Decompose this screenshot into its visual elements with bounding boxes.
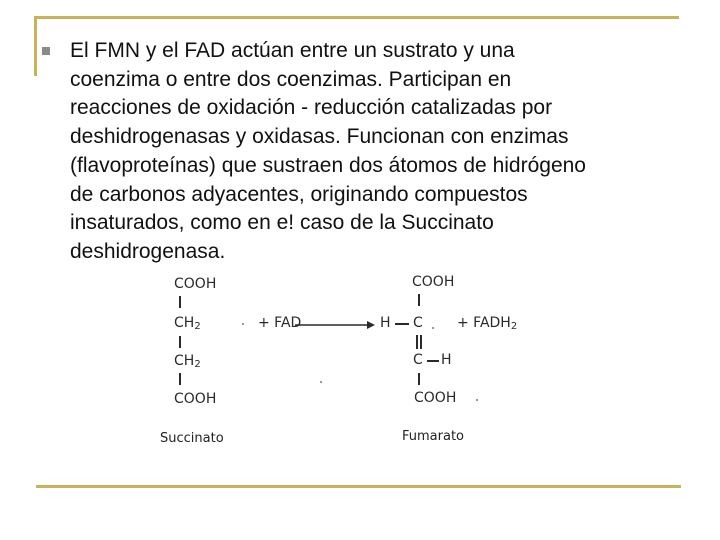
- body-line: reacciones de oxidación - reducción catalizadas por: [70, 96, 553, 120]
- succinato-cooh-top: COOH: [174, 276, 217, 292]
- fumarato-h-right: H: [441, 352, 452, 368]
- bond-line: [395, 323, 409, 325]
- bond-line: [179, 373, 181, 385]
- reagent-fad: + FAD: [258, 315, 302, 331]
- fumarato-cooh-top: COOH: [412, 274, 455, 290]
- slide-frame-top-line: [34, 16, 679, 19]
- bond-line: [179, 296, 181, 308]
- reaction-arrow-icon: [295, 319, 375, 331]
- double-bond-line: [420, 335, 422, 349]
- slide-frame-left-line: [34, 16, 37, 76]
- scan-speck: [320, 381, 322, 383]
- body-line: El FMN y el FAD actúan entre un sustrato y una: [70, 39, 515, 62]
- scan-speck: [242, 323, 244, 325]
- fumarato-c-bottom: C: [413, 352, 423, 368]
- product-fadh2: + $FADH_2$: [457, 315, 518, 332]
- scan-speck: [476, 399, 478, 401]
- double-bond-line: [416, 335, 418, 349]
- body-line: de carbonos adyacentes, originando compuestos: [70, 182, 528, 206]
- fumarato-c-top: C: [413, 315, 423, 331]
- square-bullet-icon: [42, 47, 50, 55]
- body-paragraph: [70, 37, 700, 267]
- succinato-ch2-a: $CH_2$: [174, 315, 201, 332]
- fumarato-cooh-bottom: COOH: [414, 390, 457, 406]
- succinato-label: Succinato: [160, 431, 224, 446]
- fumarato-h-left: H: [380, 315, 391, 331]
- body-line: insaturados, como en e! caso de la Succinato: [70, 211, 494, 235]
- succinato-cooh-bottom: COOH: [174, 391, 217, 407]
- bond-line: [418, 294, 420, 306]
- body-line: coenzima o entre dos coenzimas. Participan en: [70, 67, 512, 91]
- scan-speck: [432, 327, 434, 329]
- body-line: (flavoproteínas) que sustraen dos átomos de hidrógeno: [70, 153, 586, 177]
- body-line: deshidrogenasa.: [70, 239, 226, 263]
- slide-frame-bottom-line: [36, 485, 681, 488]
- fumarato-label: Fumarato: [402, 429, 464, 444]
- bond-line: [418, 373, 420, 385]
- bond-line: [179, 336, 181, 348]
- succinato-ch2-b: $CH_2$: [174, 353, 201, 370]
- bond-line: [427, 360, 439, 362]
- succinate-dehydrogenase-reaction-figure: [150, 265, 550, 465]
- body-line: deshidrogenasas y oxidasas. Funcionan con enzimas: [70, 125, 569, 149]
